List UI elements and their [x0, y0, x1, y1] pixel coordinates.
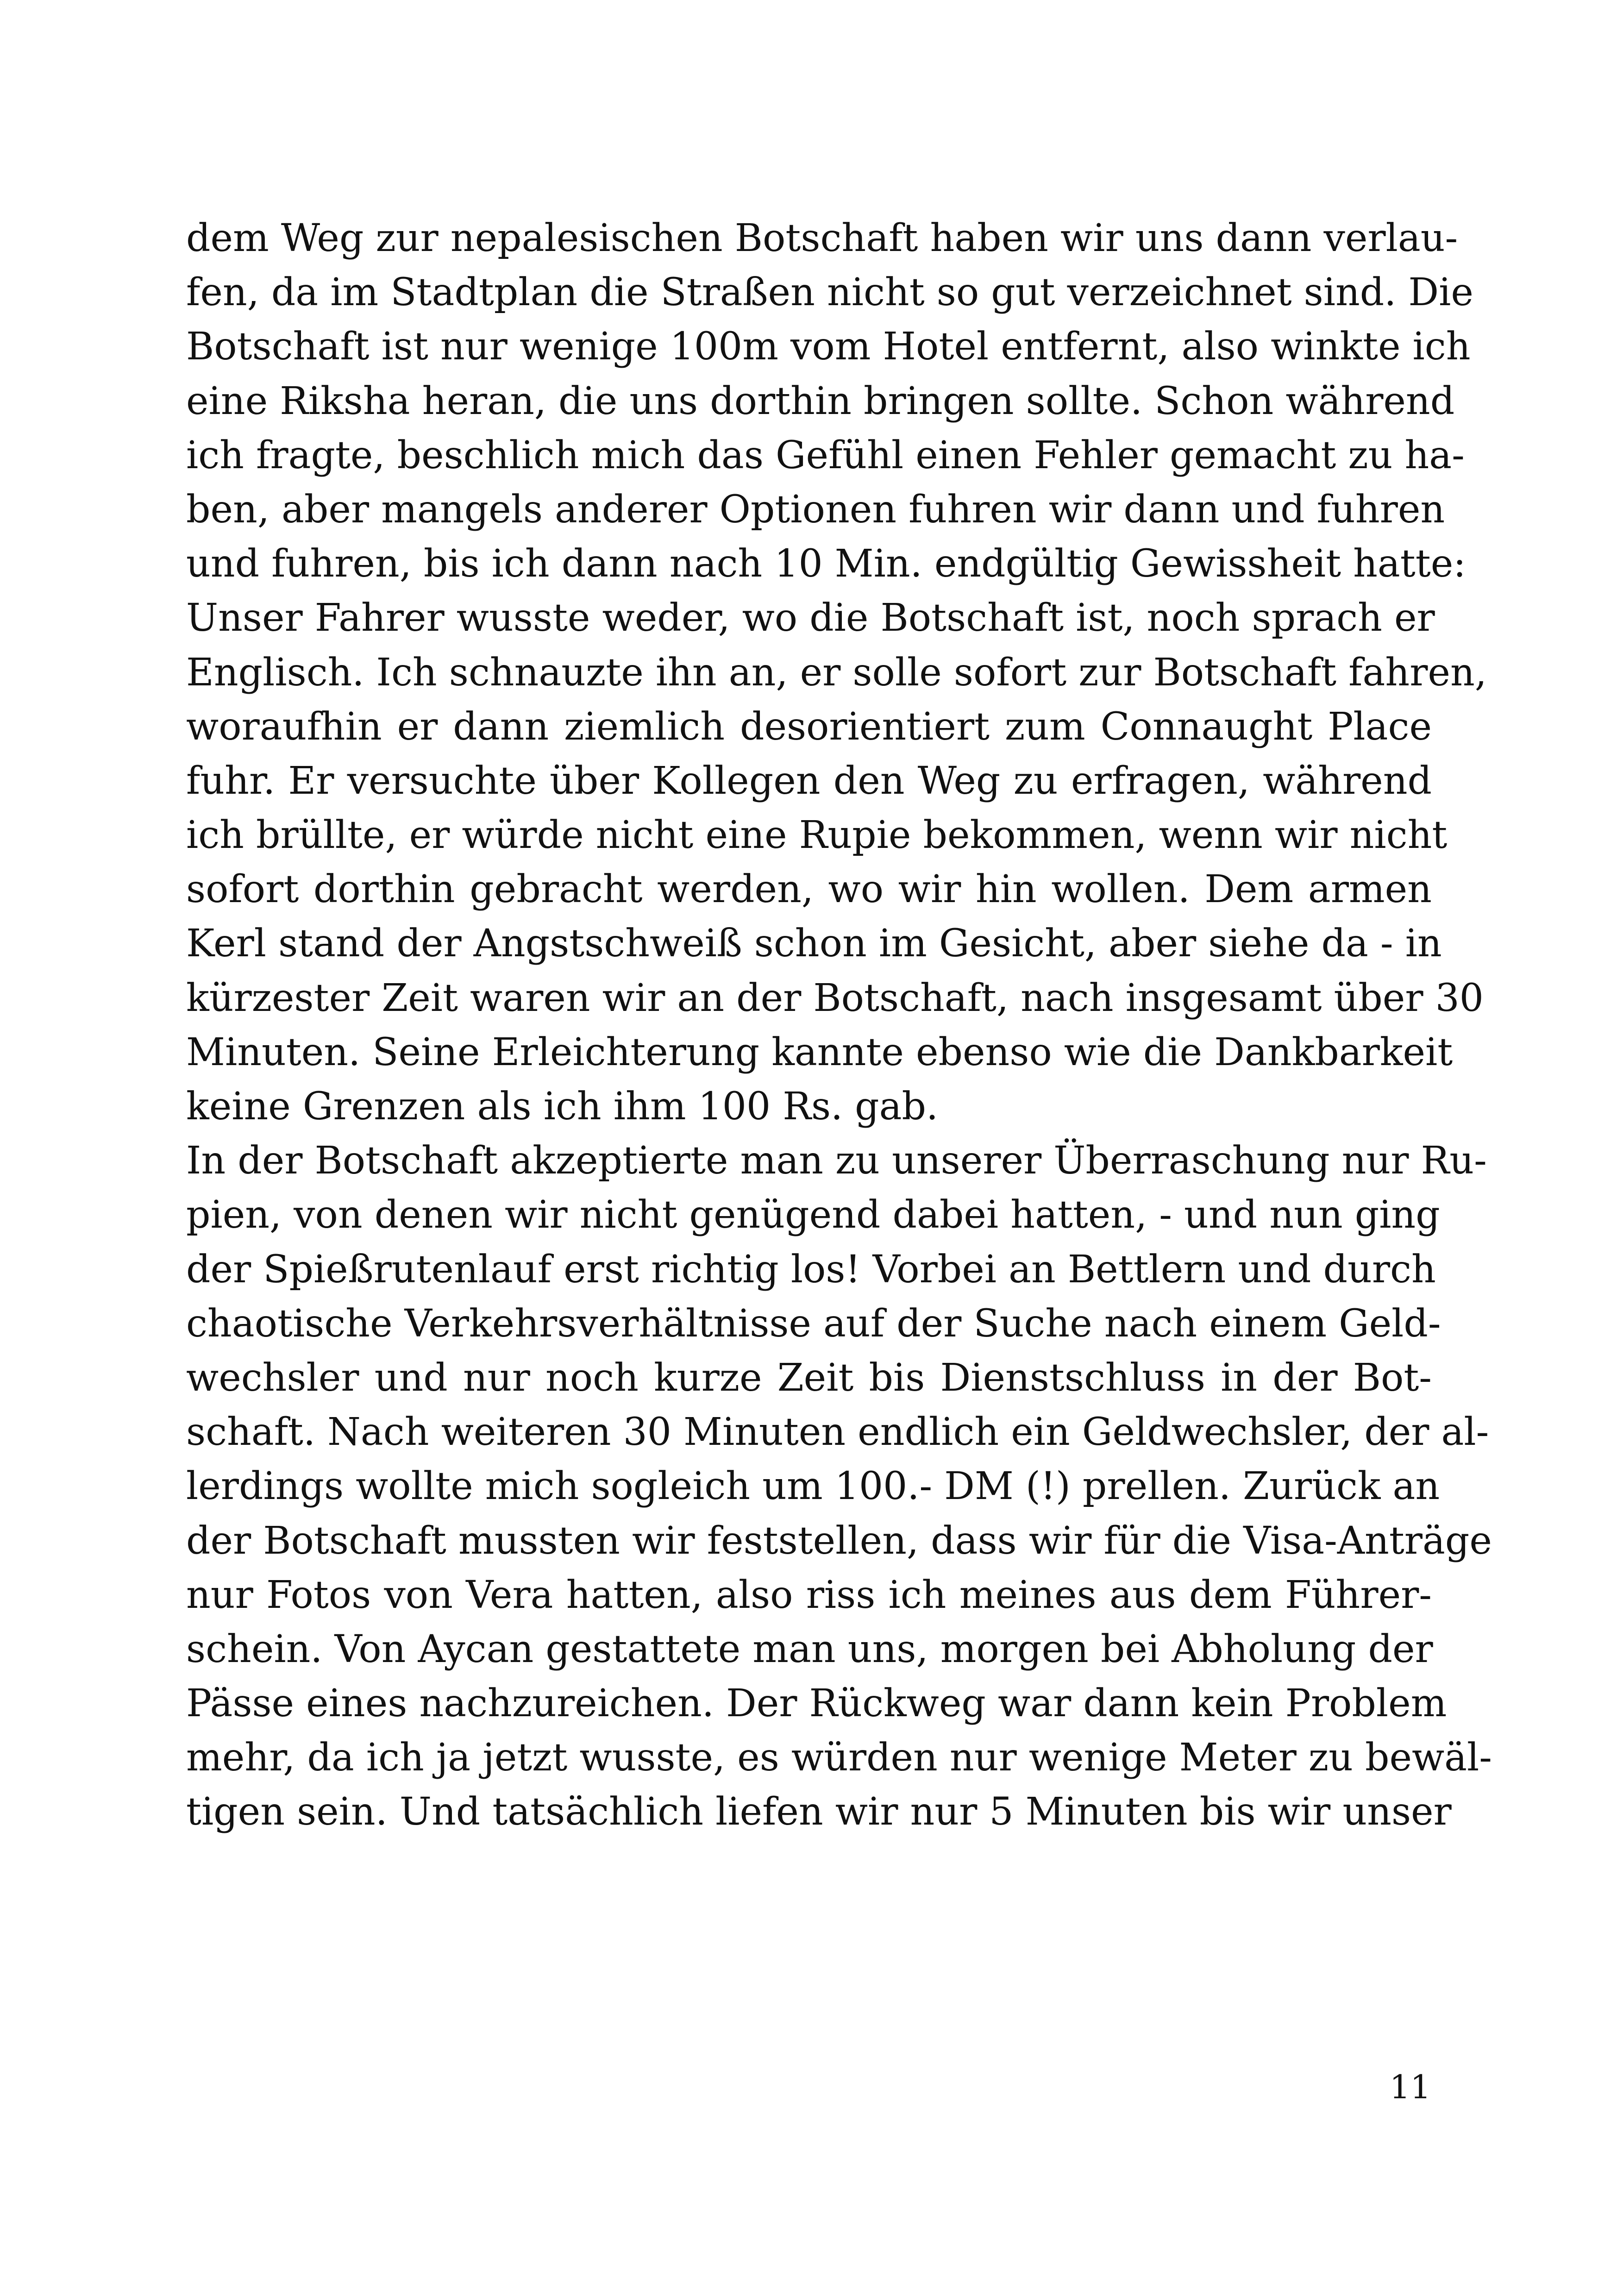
- text-line: schaft. Nach weiteren 30 Minuten endlich ein Geldwechsler, der al-: [186, 1410, 1489, 1455]
- text-line: Pässe eines nachzureichen. Der Rückweg war dann kein Problem: [186, 1681, 1447, 1726]
- text-line: In der Botschaft akzeptierte man zu unserer Überraschung nur Ru-: [186, 1139, 1487, 1183]
- text-line: tigen sein. Und tatsächlich liefen wir nur 5 Minuten bis wir unser: [186, 1790, 1452, 1834]
- text-line: und fuhren, bis ich dann nach 10 Min. endgültig Gewissheit hatte:: [186, 542, 1466, 586]
- text-line: pien, von denen wir nicht genügend dabei hatten, - und nun ging: [186, 1193, 1440, 1237]
- text-line: der Spießrutenlauf erst richtig los! Vorbei an Bettlern und durch: [186, 1247, 1436, 1292]
- text-line: eine Riksha heran, die uns dorthin bringen sollte. Schon während: [186, 379, 1455, 423]
- text-line: kürzester Zeit waren wir an der Botschaft, nach insgesamt über 30: [186, 976, 1484, 1020]
- text-line: ben, aber mangels anderer Optionen fuhren wir dann und fuhren: [186, 487, 1445, 532]
- text-line: ich brüllte, er würde nicht eine Rupie bekommen, wenn wir nicht: [186, 813, 1448, 858]
- text-line: woraufhin er dann ziemlich desorientiert zum Connaught Place: [186, 704, 1432, 749]
- text-line: chaotische Verkehrsverhältnisse auf der Suche nach einem Geld-: [186, 1301, 1441, 1346]
- text-line: ich fragte, beschlich mich das Gefühl einen Fehler gemacht zu ha-: [186, 433, 1465, 477]
- text-line: Unser Fahrer wusste weder, wo die Botschaft ist, noch sprach er: [186, 596, 1435, 640]
- text-line: mehr, da ich ja jetzt wusste, es würden nur wenige Meter zu bewäl-: [186, 1736, 1492, 1780]
- page-number: 11: [1389, 2068, 1431, 2106]
- text-line: schein. Von Aycan gestattete man uns, morgen bei Abholung der: [186, 1627, 1433, 1671]
- text-line: Englisch. Ich schnauzte ihn an, er solle sofort zur Botschaft fahren,: [186, 650, 1487, 695]
- text-line: Botschaft ist nur wenige 100m vom Hotel entfernt, also winkte ich: [186, 325, 1471, 369]
- text-line: fen, da im Stadtplan die Straßen nicht so gut verzeichnet sind. Die: [186, 270, 1473, 315]
- text-line: wechsler und nur noch kurze Zeit bis Dienstschluss in der Bot-: [186, 1355, 1432, 1400]
- body-text: [186, 211, 1492, 1839]
- text-line: sofort dorthin gebracht werden, wo wir hin wollen. Dem armen: [186, 867, 1432, 912]
- text-line: lerdings wollte mich sogleich um 100.- DM (!) prellen. Zurück an: [186, 1464, 1440, 1509]
- text-line: dem Weg zur nepalesischen Botschaft haben wir uns dann verlau-: [186, 216, 1458, 260]
- text-line: Minuten. Seine Erleichterung kannte ebenso wie die Dankbarkeit: [186, 1030, 1453, 1074]
- text-line: fuhr. Er versuchte über Kollegen den Weg zu erfragen, während: [186, 759, 1432, 803]
- text-line: nur Fotos von Vera hatten, also riss ich meines aus dem Führer-: [186, 1573, 1432, 1617]
- text-line: Kerl stand der Angstschweiß schon im Gesicht, aber siehe da - in: [186, 922, 1442, 966]
- text-line-paragraph-end: keine Grenzen als ich ihm 100 Rs. gab.: [186, 1085, 939, 1129]
- text-line: der Botschaft mussten wir feststellen, dass wir für die Visa-Anträge: [186, 1518, 1492, 1563]
